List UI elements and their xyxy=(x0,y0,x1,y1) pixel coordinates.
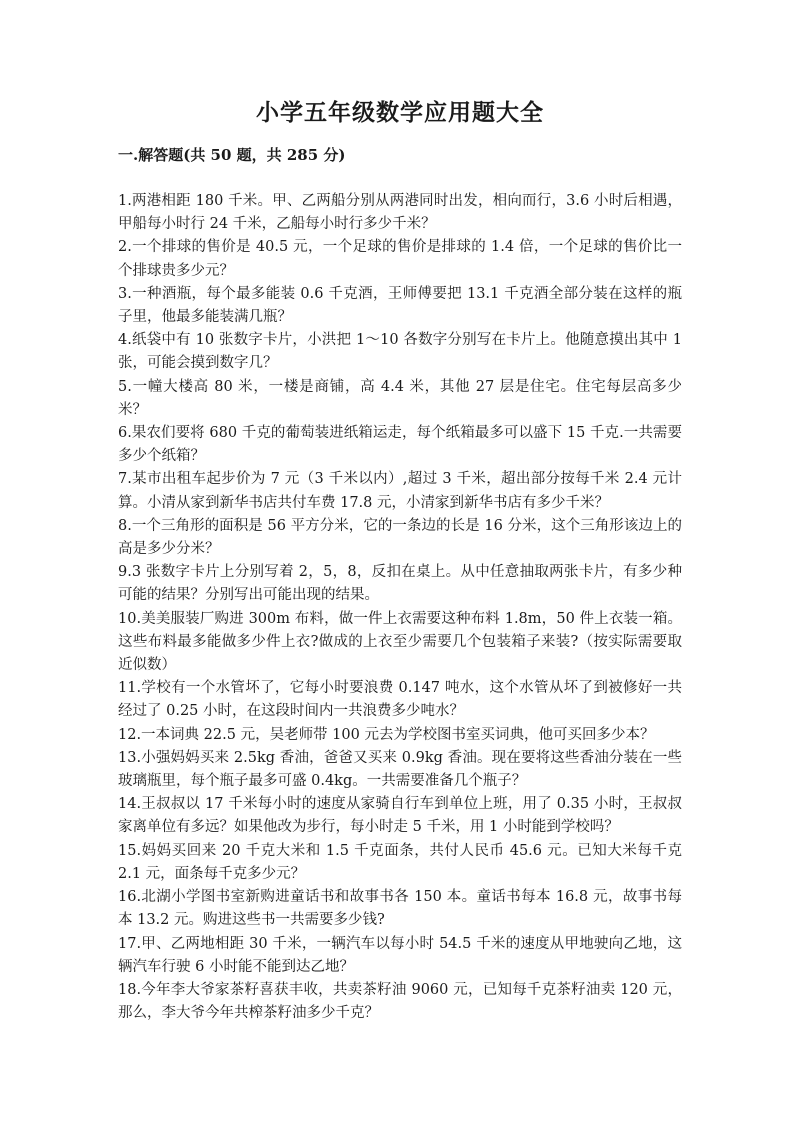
question-item: 16.北湖小学图书室新购进童话书和故事书各 150 本。童话书每本 16.8 元，故事书每本 13.2 元。购进这些书一共需要多少钱? xyxy=(118,889,682,929)
question-item: 13.小强妈妈买来 2.5kg 香油，爸爸又买来 0.9kg 香油。现在要将这些香油分装在一些玻璃瓶里，每个瓶子最多可盛 0.4kg。一共需要准备几个瓶子？ xyxy=(118,749,682,790)
question-item: 2.一个排球的售价是 40.5 元，一个足球的售价是排球的 1.4 倍，一个足球的售价比一个排球贵多少元？ xyxy=(118,239,682,279)
question-item: 8.一个三角形的面积是 56 平方分米，它的一条边的长是 16 分米，这个三角形该边上的高是多少分米？ xyxy=(118,517,682,558)
question-item: 11.学校有一个水管坏了，它每小时要浪费 0.147 吨水，这个水管从坏了到被修好一共经过了 0.25 小时，在这段时间内一共浪费多少吨水？ xyxy=(118,680,682,720)
question-item: 12.一本词典 22.5 元，吴老师带 100 元去为学校图书室买词典，他可买回多少本？ xyxy=(118,726,655,743)
question-item: 7.某市出租车起步价为 7 元（3 千米以内）,超过 3 千米，超出部分按每千米 2.4 元计算。小清从家到新华书店共付车费 17.8 元，小清家到新华书店有多少千米？ xyxy=(118,471,682,511)
question-item: 9.3 张数字卡片上分别写着 2，5，8，反扣在桌上。从中任意抽取两张卡片，有多少种可能的结果？分别写出可能出现的结果。 xyxy=(118,564,682,604)
question-item: 15.妈妈买回来 20 千克大米和 1.5 千克面条，共付人民币 45.6 元。已知大米每千克 2.1 元，面条每千克多少元？ xyxy=(118,842,682,882)
document-title: 小学五年级数学应用题大全 xyxy=(256,99,544,126)
question-item: 3.一种酒瓶，每个最多能装 0.6 千克酒，王师傅要把 13.1 千克酒全部分装在这样的瓶子里，他最多能装满几瓶？ xyxy=(118,285,682,326)
section-heading: 一.解答题(共 50 题，共 285 分) xyxy=(118,146,346,164)
question-item: 1.两港相距 180 千米。甲、乙两船分别从两港同时出发，相向而行，3.6 小时后相遇，甲船每小时行 24 千米，乙船每小时行多少千米？ xyxy=(118,193,682,233)
question-item: 5.一幢大楼高 80 米，一楼是商铺，高 4.4 米，其他 27 层是住宅。住宅每层高多少米？ xyxy=(118,378,682,418)
question-item: 6.果农们要将 680 千克的葡萄装进纸箱运走，每个纸箱最多可以盛下 15 千克.一共需要多少个纸箱？ xyxy=(118,425,682,465)
question-list xyxy=(118,190,682,1025)
question-item: 18.今年李大爷家茶籽喜获丰收，共卖茶籽油 9060 元，已知每千克茶籽油卖 120 元，那么，李大爷今年共榨茶籽油多少千克？ xyxy=(118,981,682,1022)
question-item: 10.美美服装厂购进 300m 布料，做一件上衣需要这种布料 1.8m，50 件上衣装一箱。这些布料最多能做多少件上衣?做成的上衣至少需要几个包装箱子来装?（按实际需要取近似数） xyxy=(118,610,682,674)
question-item: 17.甲、乙两地相距 30 千米，一辆汽车以每小时 54.5 千米的速度从甲地驶向乙地，这辆汽车行驶 6 小时能不能到达乙地？ xyxy=(118,935,682,975)
question-item: 4.纸袋中有 10 张数字卡片，小洪把 1～10 各数字分别写在卡片上。他随意摸出其中 1 张，可能会摸到数字几？ xyxy=(118,332,682,372)
question-item: 14.王叔叔以 17 千米每小时的速度从家骑自行车到单位上班，用了 0.35 小时，王叔叔家离单位有多远？如果他改为步行，每小时走 5 千米，用 1 小时能到学校吗？ xyxy=(118,796,682,836)
